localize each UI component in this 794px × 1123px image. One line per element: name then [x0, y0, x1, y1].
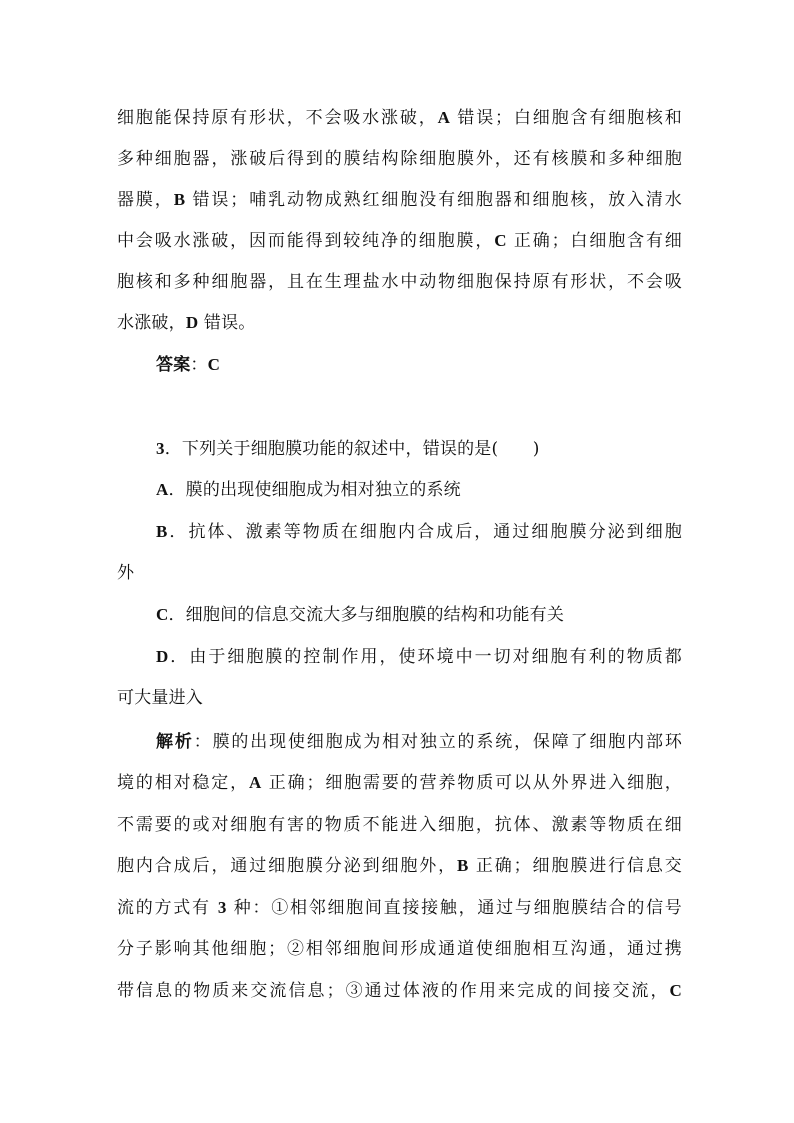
option-c-label: C — [156, 605, 169, 624]
option-d-text: ．由于细胞膜的控制作用，使环境中一切对细胞有利的物质都 — [168, 647, 682, 667]
text-line — [117, 106, 682, 130]
text-run: 中会吸水涨破，因而能得到较纯净的细胞膜， — [117, 231, 495, 251]
text-run: 器膜， — [117, 190, 174, 210]
text-line — [117, 311, 682, 335]
count-value: 3 — [217, 898, 227, 917]
text-line — [117, 147, 682, 171]
text-run: 细胞能保持原有形状，不会吸水涨破， — [117, 108, 438, 128]
text-line — [117, 771, 682, 795]
option-b-text: ．抗体、激素等物质在细胞内合成后，通过细胞膜分泌到细胞 — [167, 522, 682, 542]
option-letter: A — [437, 108, 451, 127]
answer-separator: ： — [190, 355, 208, 375]
text-run: 正确；细胞膜进行信息交 — [468, 856, 682, 876]
option-b-label: B — [156, 522, 168, 541]
question-stem — [156, 437, 682, 461]
analysis-label: 解析 — [156, 732, 194, 752]
text-run: 胞内合成后，通过细胞膜分泌到细胞外， — [117, 856, 458, 876]
option-d — [156, 645, 682, 669]
text-line — [117, 937, 682, 961]
option-a-label: A — [156, 480, 169, 499]
text-line — [117, 896, 682, 920]
text-run: 种：①相邻细胞间直接接触，通过与细胞膜结合的信号 — [226, 898, 683, 918]
option-c — [156, 603, 682, 627]
analysis-text: 膜的出现使细胞成为相对独立的系统，保障了细胞内部环 — [212, 732, 683, 752]
option-b — [156, 520, 682, 544]
option-letter: B — [457, 856, 469, 875]
text-run: 错误；哺乳动物成熟红细胞没有细胞器和细胞核，放入清水 — [185, 190, 682, 210]
answer-value: C — [207, 355, 221, 374]
text-line — [117, 813, 682, 837]
option-letter: D — [185, 313, 199, 332]
text-run: 正确；白细胞含有细 — [506, 231, 683, 251]
option-d-label: D — [156, 647, 169, 666]
text-run: 错误；白细胞含有细胞核和 — [450, 108, 682, 128]
option-d-continued — [117, 686, 682, 710]
text-line — [117, 979, 682, 1003]
text-line — [117, 854, 682, 878]
option-b-text-continued: 外 — [117, 563, 135, 583]
analysis-separator: ： — [193, 732, 213, 752]
text-line — [117, 229, 682, 253]
text-line — [117, 270, 682, 294]
option-a — [156, 478, 682, 502]
text-run: 错误。 — [198, 313, 256, 333]
text-run: 正确；细胞需要的营养物质可以从外界进入细胞， — [261, 773, 682, 793]
text-run: 不需要的或对细胞有害的物质不能进入细胞，抗体、激素等物质在细 — [117, 815, 682, 835]
text-run: 多种细胞器，涨破后得到的膜结构除细胞膜外，还有核膜和多种细胞 — [117, 149, 682, 169]
option-a-text: ．膜的出现使细胞成为相对独立的系统 — [168, 480, 461, 500]
answer-label: 答案 — [156, 355, 191, 375]
answer-line — [156, 353, 682, 377]
text-run: 水涨破， — [117, 313, 186, 333]
option-c-text: ．细胞间的信息交流大多与细胞膜的结构和功能有关 — [168, 605, 565, 625]
text-run: 流的方式有 — [117, 898, 218, 918]
option-letter: A — [249, 773, 262, 792]
text-line — [117, 188, 682, 212]
option-letter: B — [173, 190, 186, 209]
text-run: 分子影响其他细胞；②相邻细胞间形成通道使细胞相互沟通，通过携 — [117, 939, 682, 959]
text-run: 带信息的物质来交流信息；③通过体液的作用来完成的间接交流， — [117, 981, 670, 1001]
option-d-text-continued: 可大量进入 — [117, 688, 203, 708]
text-run: 胞核和多种细胞器，且在生理盐水中动物细胞保持原有形状，不会吸 — [117, 272, 682, 292]
option-letter: C — [669, 981, 682, 1000]
analysis-first-line — [156, 730, 682, 754]
option-b-continued — [117, 561, 682, 585]
text-run: 境的相对稳定， — [117, 773, 250, 793]
question-stem-text: ．下列关于细胞膜功能的叙述中，错误的是( ) — [164, 439, 540, 459]
question-number: 3 — [156, 439, 165, 458]
option-letter: C — [494, 231, 507, 250]
